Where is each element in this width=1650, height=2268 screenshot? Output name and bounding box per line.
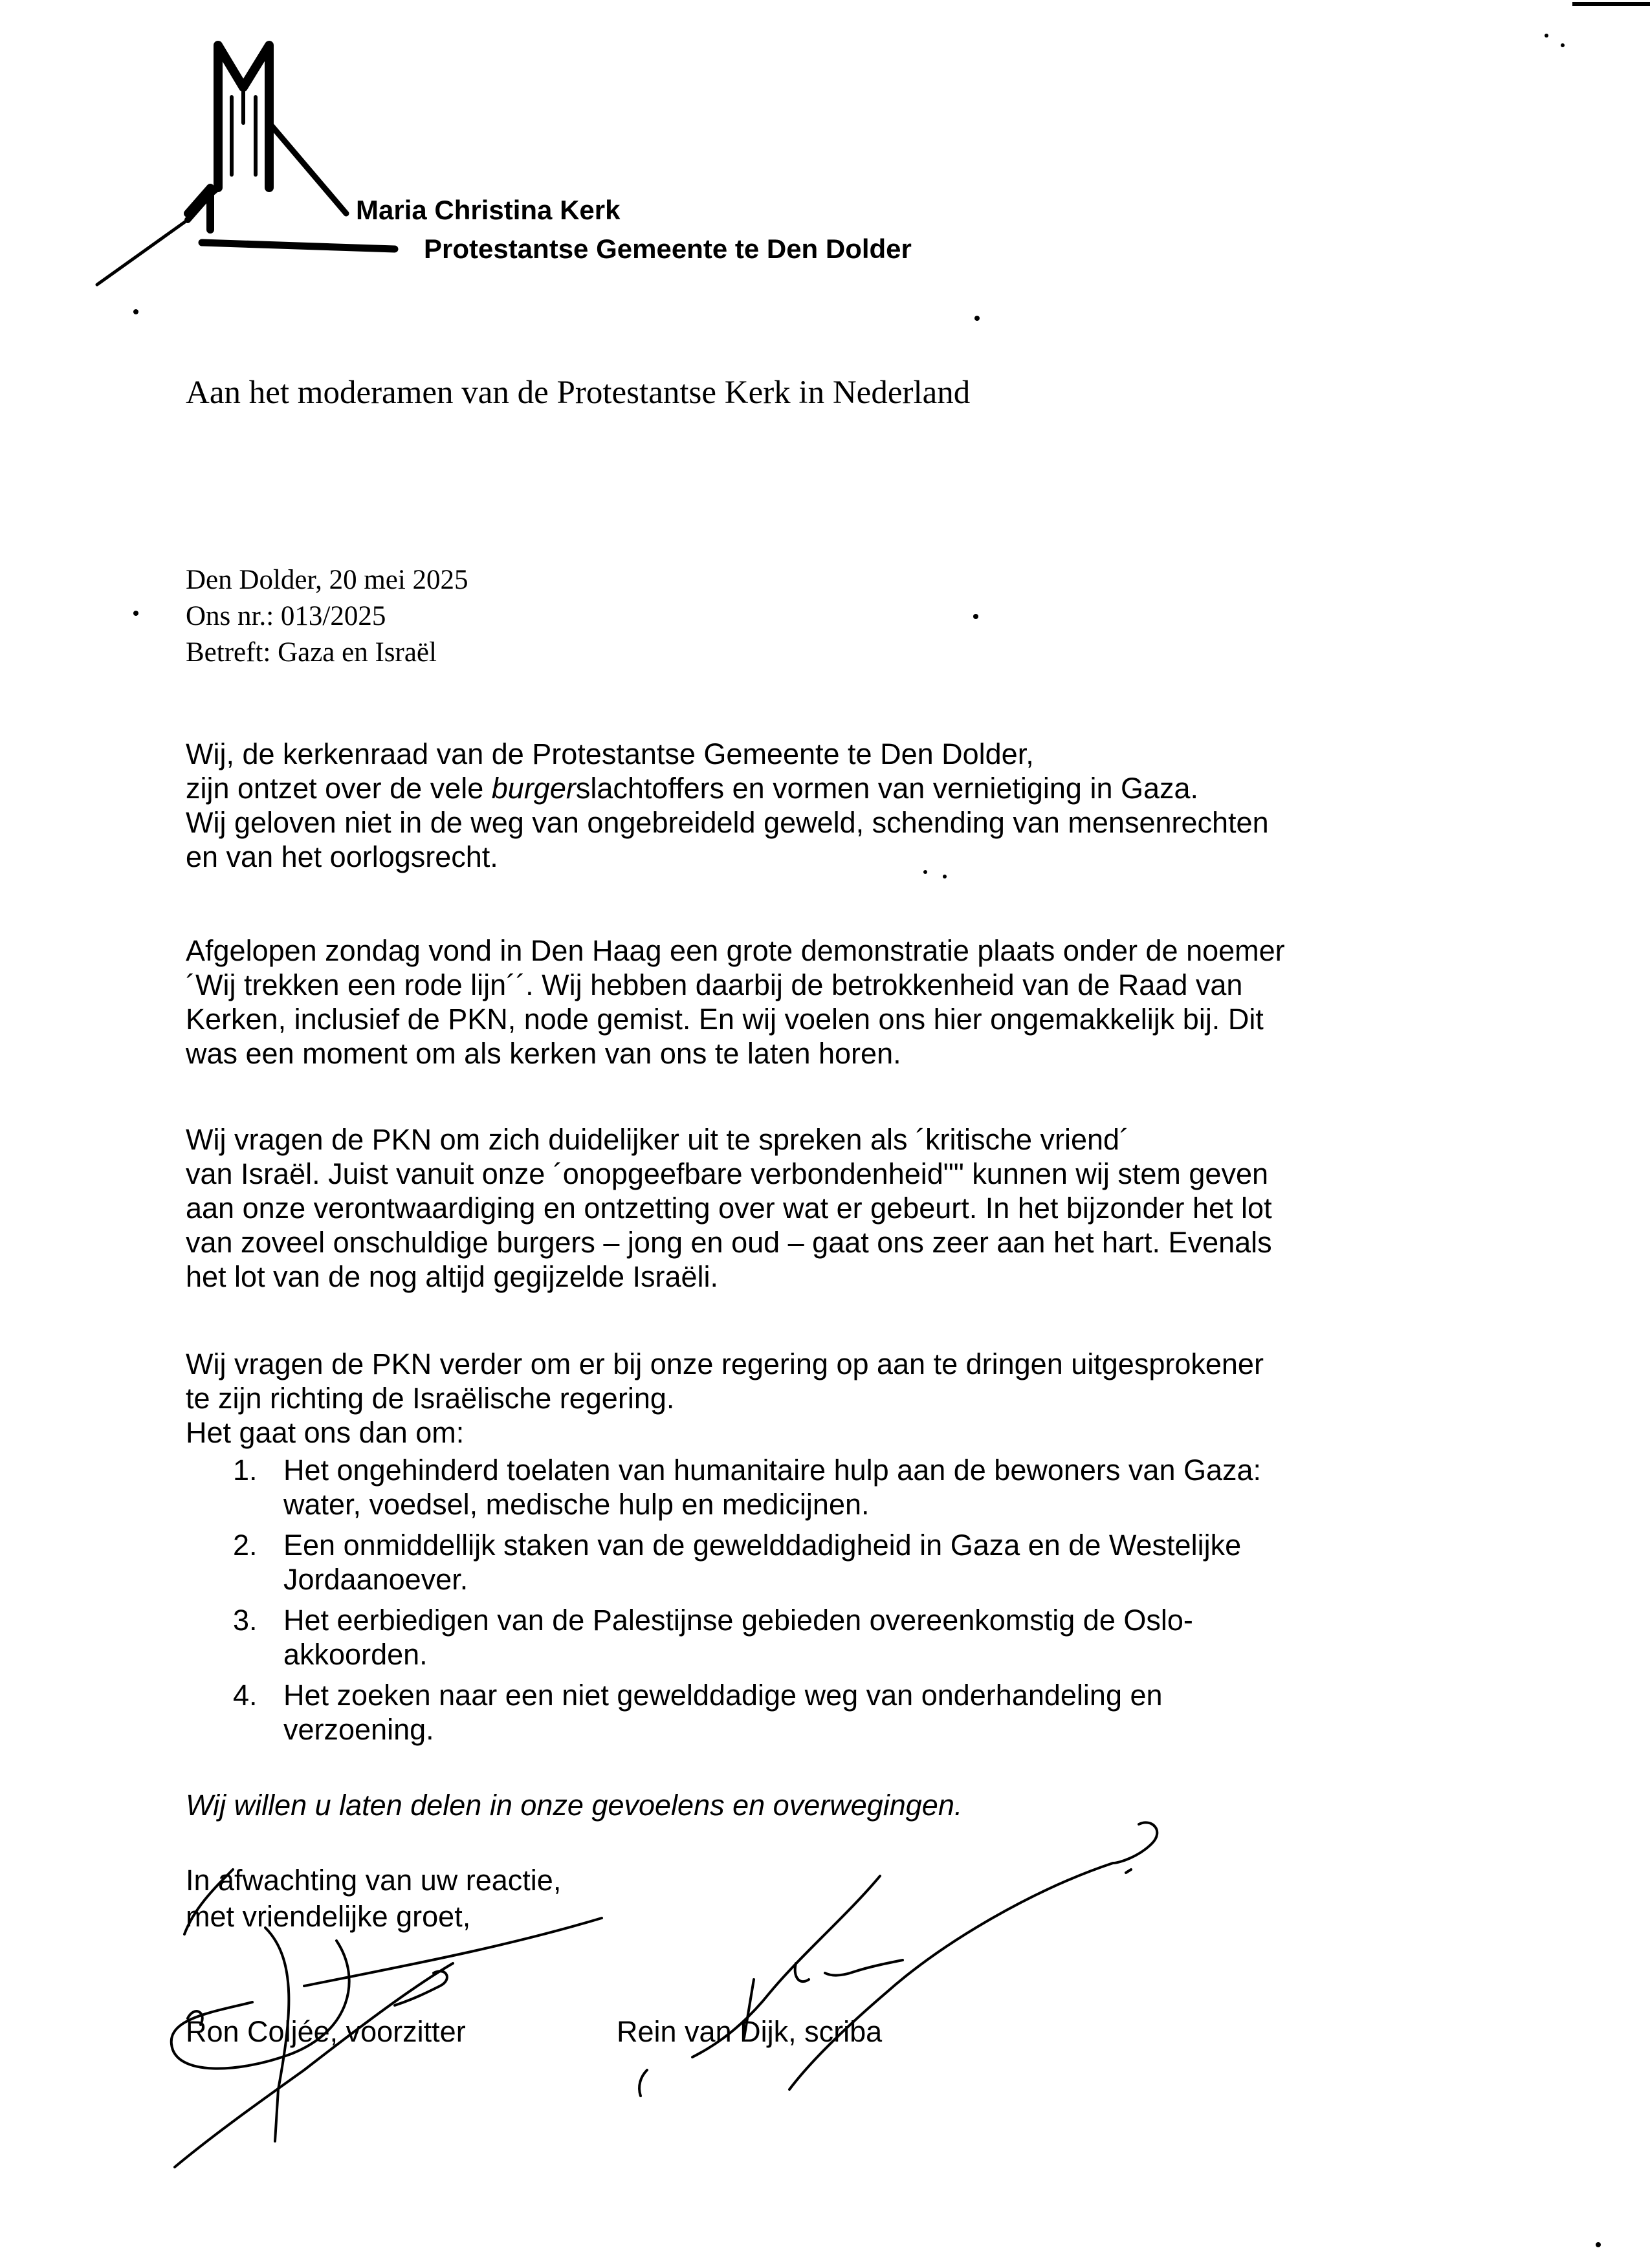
paragraph-line: Wij, de kerkenraad van de Protestantse Gemeente te Den Dolder, — [186, 737, 1034, 770]
paragraph-line: aan onze verontwaardiging en ontzetting over wat er gebeurt. In het bijzonder het lot — [186, 1192, 1272, 1225]
closing-statement: Wij willen u laten delen in onze gevoelens en overwegingen. — [186, 1789, 963, 1822]
greeting — [186, 1862, 561, 1935]
list-item — [233, 1528, 1261, 1597]
emphasis-text: burger — [491, 772, 576, 805]
list-number: 1. — [233, 1454, 258, 1487]
list-number: 3. — [233, 1604, 258, 1637]
paragraph-line: van Israël. Juist vanuit onze ´onopgeefbare verbondenheid"" kunnen wij stem geven — [186, 1157, 1268, 1190]
paragraph-line: het lot van de nog altijd gegijzelde Israëli. — [186, 1260, 719, 1293]
list-item-line: akkoorden. — [283, 1638, 428, 1671]
paragraph-4 — [186, 1347, 1480, 1450]
list-item-line: Jordaanoever. — [283, 1563, 468, 1596]
paragraph-line: te zijn richting de Israëlische regering. — [186, 1382, 675, 1415]
list-item-line: Het zoeken naar een niet gewelddadige weg van onderhandeling en — [283, 1679, 1163, 1712]
paragraph-line: en van het oorlogsrecht. — [186, 840, 498, 873]
greeting-line: In afwachting van uw reactie, — [186, 1864, 562, 1897]
list-item — [233, 1603, 1261, 1672]
recipient-line: Aan het moderamen van de Protestantse Kerk in Nederland — [186, 375, 971, 411]
list-number: 2. — [233, 1529, 258, 1562]
church-name: Maria Christina Kerk — [356, 195, 621, 225]
paragraph-line: Wij geloven niet in de weg van ongebreideld geweld, schending van mensenrechten — [186, 806, 1269, 839]
text-run: zijn ontzet over de vele — [186, 772, 492, 805]
church-logo-icon — [91, 26, 427, 298]
letter-meta — [186, 562, 468, 671]
list-item-line: Het eerbiedigen van de Palestijnse gebieden overeenkomstig de Oslo- — [283, 1604, 1193, 1637]
place-date: Den Dolder, 20 mei 2025 — [186, 565, 468, 595]
paragraph-line: van zoveel onschuldige burgers – jong en oud – gaat ons zeer aan het hart. Evenals — [186, 1226, 1272, 1259]
list-item-line: Het ongehinderd toelaten van humanitaire hulp aan de bewoners van Gaza: — [283, 1454, 1262, 1487]
signatory-chair: Ron Coljée, voorzitter — [186, 2015, 466, 2048]
list-item — [233, 1453, 1261, 1521]
list-number: 4. — [233, 1679, 258, 1712]
congregation-name: Protestantse Gemeente te Den Dolder — [424, 234, 912, 264]
paragraph-line: ´Wij trekken een rode lijn´´. Wij hebben daarbij de betrokkenheid van de Raad van — [186, 968, 1243, 1001]
paragraph-line: Het gaat ons dan om: — [186, 1416, 465, 1449]
greeting-line: met vriendelijke groet, — [186, 1900, 471, 1933]
list-item-line: water, voedsel, medische hulp en medicijnen. — [283, 1488, 870, 1521]
signatory-secretary: Rein van Dijk, scriba — [617, 2015, 883, 2048]
subject-line: Betreft: Gaza en Israël — [186, 637, 437, 668]
reference-number: Ons nr.: 013/2025 — [186, 601, 386, 631]
demands-list — [233, 1453, 1261, 1753]
paragraph-line: Afgelopen zondag vond in Den Haag een grote demonstratie plaats onder de noemer — [186, 934, 1285, 967]
paragraph-line: Wij vragen de PKN verder om er bij onze regering op aan te dringen uitgesprokener — [186, 1347, 1264, 1380]
list-item — [233, 1678, 1261, 1747]
list-item-line: Een onmiddellijk staken van de gewelddadigheid in Gaza en de Westelijke — [283, 1529, 1242, 1562]
paragraph-3 — [186, 1122, 1480, 1294]
list-item-line: verzoening. — [283, 1713, 434, 1746]
paragraph-line: was een moment om als kerken van ons te laten horen. — [186, 1037, 901, 1070]
paragraph-line — [186, 771, 1480, 805]
text-run: slachtoffers en vormen van vernietiging in Gaza. — [575, 772, 1199, 805]
paragraph-1 — [186, 737, 1480, 874]
paragraph-line: Kerken, inclusief de PKN, node gemist. En wij voelen ons hier ongemakkelijk bij. Dit — [186, 1003, 1264, 1036]
paragraph-2 — [186, 933, 1480, 1071]
paragraph-line: Wij vragen de PKN om zich duidelijker uit te spreken als ´kritische vriend´ — [186, 1123, 1130, 1156]
